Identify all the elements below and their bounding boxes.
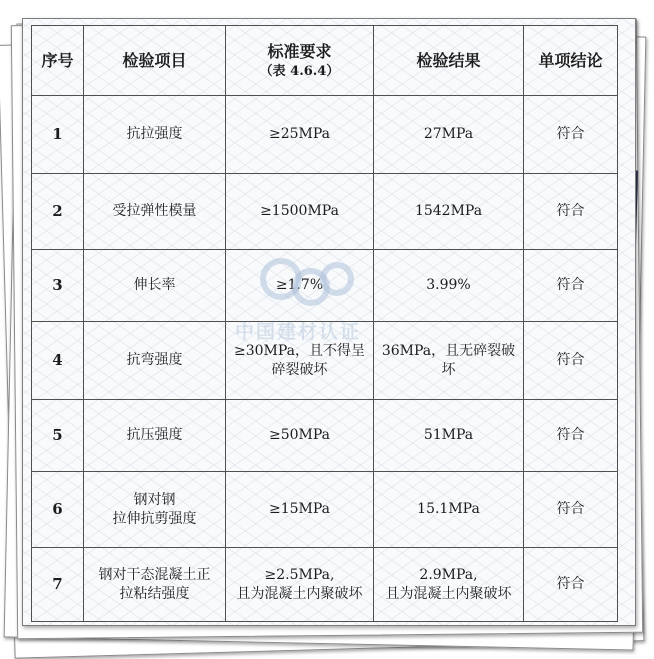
cell-result: [374, 472, 524, 548]
result-line: 27MPa: [423, 126, 474, 143]
cell-standard: [226, 250, 374, 322]
header-standard-sub: （表 4.6.4）: [259, 63, 340, 79]
standard-line: ≥15MPa: [268, 501, 331, 518]
header-seq: 序号: [32, 26, 84, 96]
cell-result: [374, 548, 524, 622]
cell-item: [84, 250, 226, 322]
cell-conclusion: 符合: [524, 548, 618, 622]
standard-line: 碎裂破坏: [271, 361, 328, 378]
cell-conclusion: 符合: [524, 96, 618, 174]
cell-item: [84, 174, 226, 250]
header-standard: [226, 26, 374, 96]
cell-conclusion: 符合: [524, 472, 618, 548]
cell-seq: 6: [32, 472, 84, 548]
result-line: 15.1MPa: [417, 501, 480, 518]
result-line: 51MPa: [423, 427, 474, 444]
header-standard-title: 标准要求: [267, 41, 332, 61]
watermark-text: 中国建材认证: [235, 321, 362, 343]
cell-item: [84, 400, 226, 472]
cell-conclusion: 符合: [524, 174, 618, 250]
table-row: [32, 96, 618, 174]
standard-line: ≥50MPa: [268, 427, 331, 444]
standard-line: ≥1500MPa: [260, 203, 339, 220]
cell-result: [374, 322, 524, 400]
table-row: [32, 472, 618, 548]
cell-conclusion: 符合: [524, 322, 618, 400]
result-line: 1542MPa: [414, 203, 483, 220]
item-line: 抗拉强度: [126, 126, 183, 143]
item-line: 拉粘结强度: [119, 585, 190, 602]
item-line: 抗压强度: [126, 427, 183, 444]
cell-result: [374, 96, 524, 174]
table-row: [32, 250, 618, 322]
cell-item: [84, 472, 226, 548]
cell-seq: 3: [32, 250, 84, 322]
item-line: 拉伸抗剪强度: [112, 510, 197, 527]
item-line: 钢对钢: [133, 491, 176, 508]
standard-line: ≥25MPa: [268, 126, 331, 143]
cell-item: [84, 96, 226, 174]
cell-conclusion: 符合: [524, 400, 618, 472]
table-row: [32, 548, 618, 622]
cell-standard: [226, 96, 374, 174]
result-line: 坏: [441, 361, 456, 378]
cell-result: [374, 250, 524, 322]
cell-result: [374, 400, 524, 472]
standard-line: ≥1.7%: [275, 277, 324, 294]
cell-seq: 7: [32, 548, 84, 622]
cell-seq: 1: [32, 96, 84, 174]
item-line: 伸长率: [133, 277, 176, 294]
result-line: 2.9MPa,: [419, 566, 478, 583]
cell-seq: 2: [32, 174, 84, 250]
table-row: [32, 174, 618, 250]
document-page: [22, 18, 636, 626]
item-line: 抗弯强度: [126, 352, 183, 369]
result-line: 且为混凝土内聚破坏: [385, 585, 512, 602]
item-line: 受拉弹性模量: [112, 203, 197, 220]
cell-standard: [226, 548, 374, 622]
cell-standard: [226, 174, 374, 250]
item-line: 钢对干态混凝土正: [98, 566, 211, 583]
cell-seq: 5: [32, 400, 84, 472]
header-item: 检验项目: [84, 26, 226, 96]
header-result: 检验结果: [374, 26, 524, 96]
standard-line: ≥2.5MPa,: [264, 566, 335, 583]
result-line: 3.99%: [426, 277, 471, 294]
cell-result: [374, 174, 524, 250]
cell-standard: [226, 400, 374, 472]
standard-line: 且为混凝土内聚破坏: [236, 585, 363, 602]
standard-line: ≥30MPa，且不得呈: [233, 342, 366, 359]
cell-seq: 4: [32, 322, 84, 400]
table-row: [32, 400, 618, 472]
cell-standard: [226, 472, 374, 548]
table-body: [32, 96, 618, 622]
result-line: 36MPa，且无碎裂破: [381, 342, 516, 359]
header-row: [32, 26, 618, 96]
header-conclusion: 单项结论: [524, 26, 618, 96]
cell-conclusion: 符合: [524, 250, 618, 322]
cell-item: [84, 548, 226, 622]
cell-item: [84, 322, 226, 400]
